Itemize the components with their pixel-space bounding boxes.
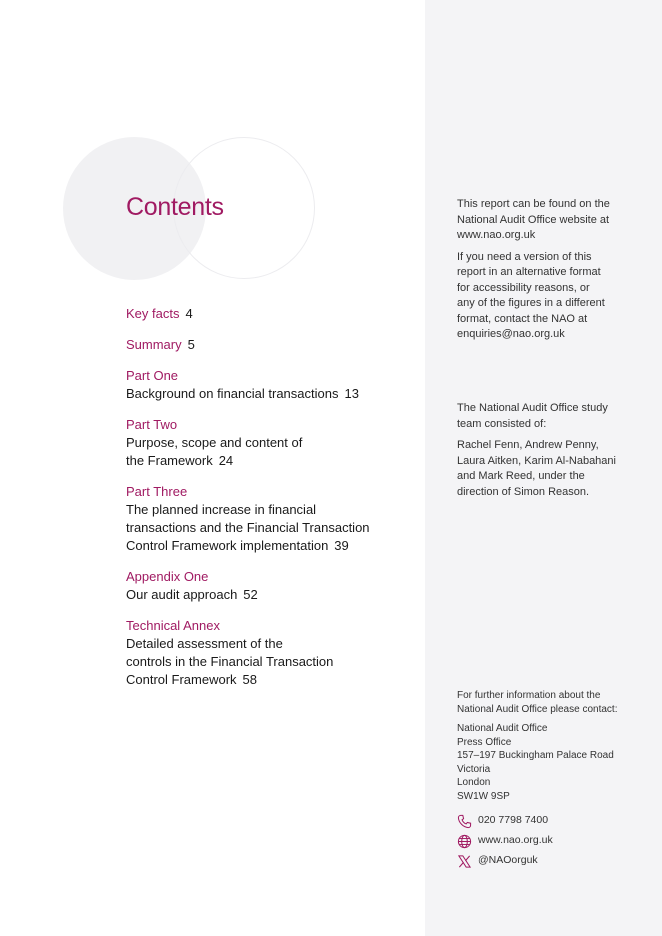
further-info-text: For further information about the National Audit Office please contact: (457, 690, 618, 715)
toc-heading[interactable]: Appendix One (126, 569, 209, 584)
toc-entry[interactable] (126, 617, 406, 689)
toc-heading[interactable]: Part Three (126, 484, 188, 499)
toc-description-line: controls in the Financial Transaction (126, 654, 334, 669)
website-row[interactable] (457, 831, 637, 851)
toc-page-number: 4 (185, 306, 193, 321)
toc-page-number: 24 (218, 453, 234, 468)
toc-description-line: Control Framework 58 (126, 672, 257, 687)
phone-icon (457, 814, 472, 829)
twitter-row[interactable] (457, 851, 637, 871)
team-members-text: Rachel Fenn, Andrew Penny, Laura Aitken, Karim Al-Nabahani and Mark Reed, under the direction of Simon Reason. (457, 439, 616, 498)
toc-page-number: 39 (334, 538, 349, 553)
toc-description-line: Background on financial transactions 13 (126, 386, 359, 401)
twitter-handle[interactable]: @NAOorguk (478, 854, 538, 867)
toc-description-line: the Framework 24 (126, 453, 234, 468)
toc-description-line: Purpose, scope and content of (126, 435, 303, 450)
x-twitter-icon (457, 854, 472, 869)
table-of-contents (126, 305, 406, 702)
phone-row[interactable] (457, 811, 637, 831)
toc-entry[interactable] (126, 568, 406, 604)
toc-description-line: transactions and the Financial Transaction (126, 520, 370, 535)
website-link[interactable]: www.nao.org.uk (478, 834, 553, 847)
toc-page-number: 52 (243, 587, 258, 602)
toc-description-line: The planned increase in financial (126, 502, 317, 517)
toc-page-number: 5 (187, 337, 195, 352)
contact-block (457, 689, 637, 871)
alt-format-text: If you need a version of this report in an alternative format for accessibility reasons, or any of the figures in a different format, contact the NAO at enquiries@nao.org.uk (457, 250, 605, 340)
toc-entry[interactable] (126, 336, 406, 354)
toc-entry[interactable] (126, 483, 406, 555)
toc-heading[interactable]: Part Two (126, 417, 178, 432)
report-info-text: This report can be found on the National Audit Office website at www.nao.org.uk (457, 198, 610, 241)
toc-entry[interactable] (126, 367, 406, 403)
toc-heading[interactable]: Part One (126, 368, 179, 383)
globe-icon (457, 834, 472, 849)
toc-description-line: Our audit approach 52 (126, 587, 258, 602)
phone-number: 020 7798 7400 (478, 814, 549, 827)
report-info-block (457, 197, 637, 349)
toc-heading[interactable]: Key facts 4 (126, 306, 193, 321)
toc-entry[interactable] (126, 305, 406, 323)
toc-description-line: Control Framework implementation 39 (126, 538, 349, 553)
toc-page-number: 58 (242, 672, 257, 687)
toc-entry[interactable] (126, 416, 406, 470)
address-text: National Audit Office Press Office 157–197 Buckingham Palace Road Victoria London SW1W 9SP (457, 723, 614, 802)
toc-page-number: 13 (344, 386, 359, 401)
toc-heading[interactable]: Summary 5 (126, 337, 195, 352)
toc-description-line: Detailed assessment of the (126, 636, 283, 651)
toc-heading[interactable]: Technical Annex (126, 618, 220, 633)
team-intro-text: The National Audit Office study team consisted of: (457, 402, 608, 430)
page-title: Contents (126, 193, 224, 221)
team-block (457, 401, 637, 506)
